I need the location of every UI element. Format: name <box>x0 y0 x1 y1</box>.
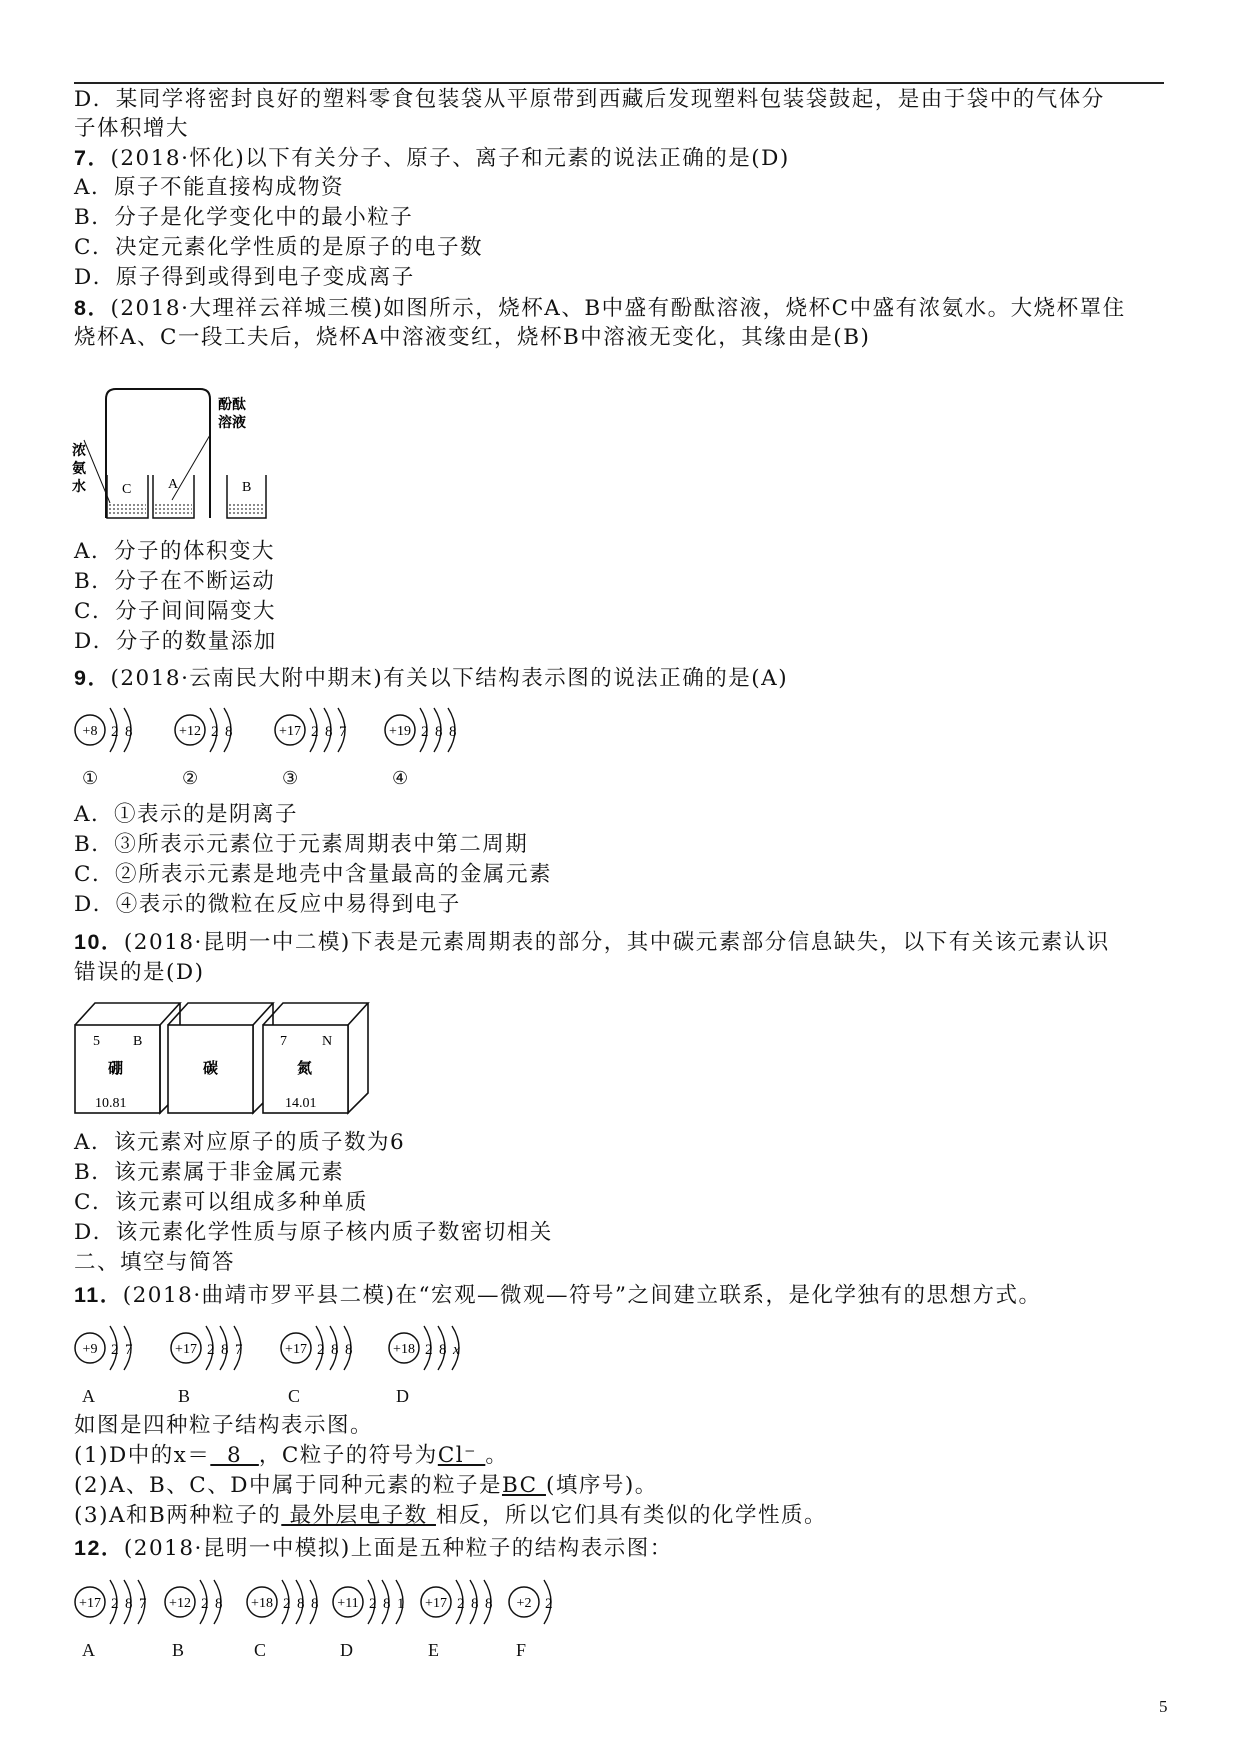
shell-electron-count: 8 <box>435 724 443 740</box>
shell-electron-count: 2 <box>111 1342 119 1358</box>
q12-atom-caption: D <box>340 1640 353 1660</box>
shell-electron-count: 2 <box>425 1342 433 1358</box>
q9-atom-caption: ④ <box>392 768 409 788</box>
shell-electron-count: 8 <box>345 1342 353 1358</box>
q11-atom-caption: D <box>396 1386 409 1406</box>
shell-electron-count: 2 <box>207 1342 215 1358</box>
q8-option-d: D．分子的数量添加 <box>74 629 277 654</box>
q6-option-d: D．某同学将密封良好的塑料零食包装袋从平原带到西藏后发现塑料包装袋鼓起，是由于袋中的气体分 <box>74 87 1105 112</box>
q11-stem <box>74 1280 1042 1311</box>
shell-electron-count: 2 <box>211 724 219 740</box>
q11-part2 <box>74 1471 658 1501</box>
shell-electron-count: 1 <box>397 1596 405 1612</box>
shell-electron-count: 8 <box>383 1596 391 1612</box>
q9-atom-3 <box>272 700 382 760</box>
boron-name: 硼 <box>108 1061 124 1077</box>
nucleus-charge: +17 <box>175 1342 197 1357</box>
q11-answer-outer-electrons: 最外层电子数 <box>281 1503 436 1528</box>
shell-electron-count: 2 <box>317 1342 325 1358</box>
label-phenolphthalein-2: 溶液 <box>218 416 246 431</box>
boron-mass: 10.81 <box>95 1096 127 1111</box>
nucleus-charge: +2 <box>516 1596 532 1611</box>
q11-number: 11． <box>74 1283 123 1307</box>
q11-part1-text-c: 。 <box>485 1443 509 1468</box>
shell-electron-count: 8 <box>331 1342 339 1358</box>
shell-electron-count: 7 <box>235 1342 243 1358</box>
q11-atom-caption: C <box>288 1386 301 1406</box>
shell-electron-count: 8 <box>125 724 133 740</box>
beaker-b-label: B <box>242 480 252 495</box>
shell-electron-count: 8 <box>471 1596 479 1612</box>
shell-electron-count: 8 <box>215 1596 223 1612</box>
beaker-c <box>107 475 148 518</box>
q7-option-a: A．原子不能直接构成物资 <box>74 175 345 200</box>
shell-electron-count: 7 <box>139 1596 147 1612</box>
q7-number: 7． <box>74 146 111 170</box>
q7-option-d: D．原子得到或得到电子变成离子 <box>74 265 415 290</box>
q11-part3 <box>74 1501 827 1531</box>
q12-atom-caption: B <box>172 1640 185 1660</box>
label-ammonia-2: 氨 <box>72 462 86 477</box>
q11-part1-text-b: ，C粒子的符号为 <box>258 1443 438 1468</box>
q11-part1 <box>74 1441 508 1471</box>
nucleus-charge: +12 <box>179 724 201 739</box>
shell-electron-count: 2 <box>421 724 429 740</box>
q9-atom-caption: ① <box>82 768 99 788</box>
carbon-name: 碳 <box>203 1061 219 1077</box>
label-ammonia-1: 浓 <box>72 444 86 459</box>
q8-beaker-figure <box>70 385 280 525</box>
q11-atom-caption: A <box>82 1386 95 1406</box>
q10-periodic-table <box>70 995 390 1125</box>
shell-electron-count: 2 <box>201 1596 209 1612</box>
q11-part3-text-a: (3)A和B两种粒子的 <box>74 1503 282 1528</box>
shell-electron-count: 2 <box>457 1596 465 1612</box>
q8-text: (2018·大理祥云祥城三模)如图所示，烧杯A、B中盛有酚酞溶液，烧杯C中盛有浓氨水。大烧杯罩住 <box>110 296 1126 321</box>
q12-atom-6 <box>506 1572 616 1632</box>
q11-part2-text-b: (填序号)。 <box>545 1473 658 1498</box>
shell-electron-count: 2 <box>311 724 319 740</box>
q11-atom-caption: B <box>178 1386 191 1406</box>
q9-option-d: D．④表示的微粒在反应中易得到电子 <box>74 892 461 917</box>
shell-electron-count: 7 <box>125 1342 133 1358</box>
q8-option-b: B．分子在不断运动 <box>74 569 276 594</box>
boron-number: 5 <box>93 1034 100 1049</box>
nucleus-charge: +12 <box>169 1596 191 1611</box>
q12-number: 12． <box>74 1536 124 1560</box>
nucleus-charge: +18 <box>393 1342 415 1357</box>
shell-electron-count: 8 <box>325 724 333 740</box>
q9-stem <box>74 663 788 694</box>
nucleus-charge: +8 <box>82 724 98 739</box>
q12-atom-caption: C <box>254 1640 267 1660</box>
q10-option-d: D．该元素化学性质与原子核内质子数密切相关 <box>74 1220 553 1245</box>
nucleus-charge: +17 <box>425 1596 447 1611</box>
q8-option-c: C．分子间间隔变大 <box>74 599 276 624</box>
page-number: 5 <box>1159 1697 1168 1716</box>
shell-electron-count: 8 <box>225 724 233 740</box>
q10-option-a: A．该元素对应原子的质子数为6 <box>74 1130 406 1155</box>
q12-stem <box>74 1533 673 1564</box>
q8-stem-line1 <box>74 293 1126 324</box>
shell-electron-count: 8 <box>221 1342 229 1358</box>
q9-atom-caption: ③ <box>282 768 299 788</box>
shell-electron-count: 2 <box>545 1596 553 1612</box>
nitrogen-number: 7 <box>280 1034 287 1049</box>
q11-part3-text-b: 相反，所以它们具有类似的化学性质。 <box>435 1503 827 1528</box>
nucleus-charge: +9 <box>82 1342 98 1357</box>
nucleus-charge: +19 <box>389 724 411 739</box>
q11-answer-same-element: BC <box>501 1473 546 1498</box>
q10-number: 10． <box>74 930 124 954</box>
q7-option-b: B．分子是化学变化中的最小粒子 <box>74 205 414 230</box>
q10-option-c: C．该元素可以组成多种单质 <box>74 1190 368 1215</box>
q11-atom-1 <box>72 1318 182 1378</box>
shell-electron-count: 8 <box>485 1596 493 1612</box>
q11-part1-text-a: (1)D中的x＝ <box>74 1443 211 1468</box>
q8-option-a: A．分子的体积变大 <box>74 539 276 564</box>
shell-electron-count: 8 <box>449 724 457 740</box>
q11-text: (2018·曲靖市罗平县二模)在“宏观—微观—符号”之间建立联系，是化学独有的思想方式。 <box>122 1283 1042 1308</box>
nucleus-charge: +18 <box>251 1596 273 1611</box>
header-rule <box>74 82 1164 84</box>
q12-atom-caption: F <box>516 1640 527 1660</box>
q9-atom-1 <box>72 700 182 760</box>
shell-electron-count: 8 <box>439 1342 447 1358</box>
q11-atom-4 <box>386 1318 496 1378</box>
shell-electron-count: 8 <box>311 1596 319 1612</box>
q10-option-b: B．该元素属于非金属元素 <box>74 1160 345 1185</box>
nucleus-charge: +17 <box>285 1342 307 1357</box>
nitrogen-mass: 14.01 <box>285 1096 317 1111</box>
beaker-a-label: A <box>168 477 179 492</box>
q10-stem-line2: 错误的是(D) <box>74 960 205 985</box>
q7-stem <box>74 143 790 174</box>
q11-atom-3 <box>278 1318 388 1378</box>
nucleus-charge: +17 <box>279 724 301 739</box>
q10-stem-line1 <box>74 927 1110 958</box>
beaker-b <box>227 475 266 518</box>
q9-atom-2 <box>172 700 282 760</box>
shell-electron-count: x <box>453 1342 460 1358</box>
q12-text: (2018·昆明一中模拟)上面是五种粒子的结构表示图： <box>123 1536 673 1561</box>
nucleus-charge: +17 <box>79 1596 101 1611</box>
q11-part2-text-a: (2)A、B、C、D中属于同种元素的粒子是 <box>74 1473 502 1498</box>
q10-text: (2018·昆明一中二模)下表是元素周期表的部分，其中碳元素部分信息缺失，以下有关该元素认识 <box>123 930 1110 955</box>
q11-atom-2 <box>168 1318 278 1378</box>
q9-option-b: B．③所表示元素位于元素周期表中第二周期 <box>74 832 529 857</box>
shell-electron-count: 2 <box>283 1596 291 1612</box>
nitrogen-name: 氮 <box>297 1061 313 1077</box>
q9-text: (2018·云南民大附中期末)有关以下结构表示图的说法正确的是(A) <box>110 666 789 691</box>
label-phenolphthalein-1: 酚酞 <box>218 398 246 413</box>
shell-electron-count: 2 <box>369 1596 377 1612</box>
shell-electron-count: 2 <box>111 724 119 740</box>
q7-option-c: C．决定元素化学性质的是原子的电子数 <box>74 235 483 260</box>
shell-electron-count: 8 <box>125 1596 133 1612</box>
boron-symbol: B <box>133 1034 143 1049</box>
q12-atom-caption: A <box>82 1640 95 1660</box>
nitrogen-symbol: N <box>322 1034 333 1049</box>
q11-answer-x: 8 <box>210 1443 259 1468</box>
label-ammonia-3: 水 <box>72 480 86 495</box>
q9-option-c: C．②所表示元素是地壳中含量最高的金属元素 <box>74 862 552 887</box>
q11-answer-symbol: Cl⁻ <box>437 1443 486 1468</box>
q12-atom-caption: E <box>428 1640 439 1660</box>
q9-number: 9． <box>74 666 111 690</box>
q9-atom-4 <box>382 700 492 760</box>
shell-electron-count: 2 <box>111 1596 119 1612</box>
q8-stem-line2: 烧杯A、C一段工夫后，烧杯A中溶液变红，烧杯B中溶液无变化，其缘由是(B) <box>74 325 871 350</box>
q8-number: 8． <box>74 296 111 320</box>
shell-electron-count: 8 <box>297 1596 305 1612</box>
q9-option-a: A．①表示的是阴离子 <box>74 802 299 827</box>
q6-option-d-cont: 子体积增大 <box>74 116 190 141</box>
q11-description: 如图是四种粒子结构表示图。 <box>74 1413 374 1438</box>
nucleus-charge: +11 <box>337 1596 359 1611</box>
section-heading: 二、填空与简答 <box>74 1250 236 1275</box>
beaker-c-label: C <box>122 482 132 497</box>
q7-text: (2018·怀化)以下有关分子、原子、离子和元素的说法正确的是(D) <box>110 146 790 171</box>
shell-electron-count: 7 <box>339 724 347 740</box>
q9-atom-caption: ② <box>182 768 199 788</box>
